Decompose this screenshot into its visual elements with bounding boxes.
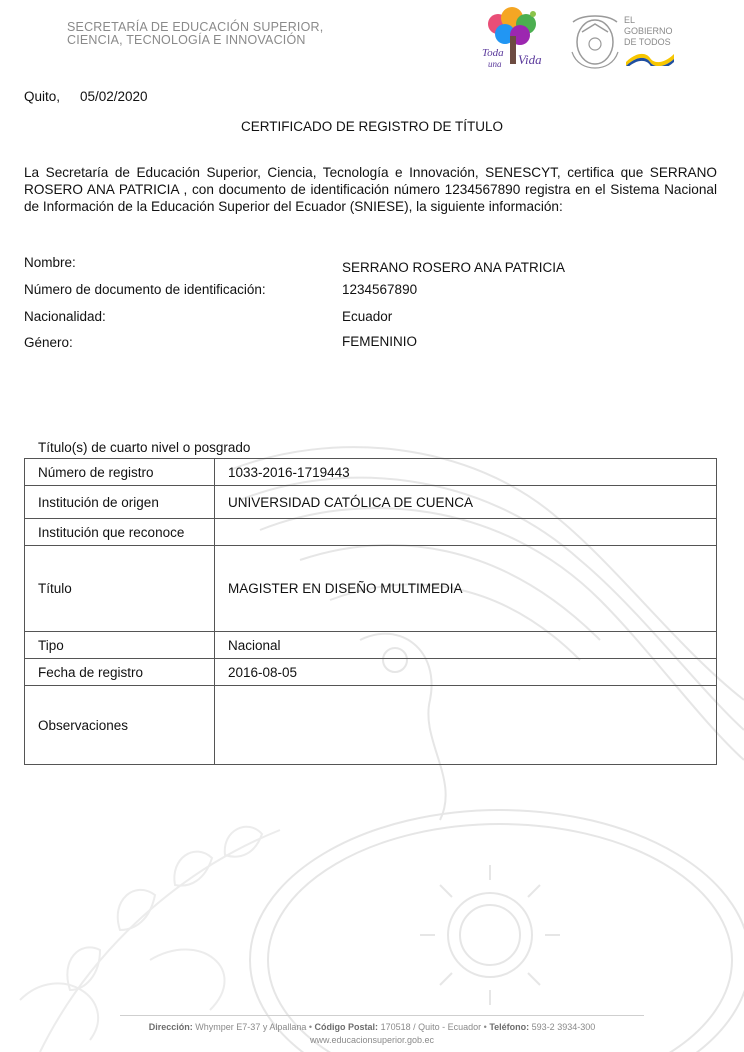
ministry-name-line2: CIENCIA, TECNOLOGÍA E INNOVACIÓN — [67, 33, 306, 47]
footer-website[interactable]: www.educacionsuperior.gob.ec — [309, 1035, 435, 1045]
postal-label: Código Postal: — [314, 1022, 379, 1032]
gobierno-de-todos-text — [624, 15, 673, 48]
table-row — [25, 632, 717, 659]
titles-table — [24, 458, 717, 765]
row-label-origin-institution: Institución de origen — [25, 486, 215, 519]
row-value-registration-number: 1033-2016-1719443 — [215, 459, 717, 486]
row-label-recognizing-institution: Institución que reconoce — [25, 519, 215, 546]
gov-line1: EL — [624, 15, 636, 25]
gender-value: FEMENINIO — [342, 334, 418, 349]
document-title: CERTIFICADO DE REGISTRO DE TÍTULO — [240, 119, 504, 134]
table-row — [25, 659, 717, 686]
table-row — [25, 546, 717, 632]
intro-paragraph: La Secretaría de Educación Superior, Ciencia, Tecnología e Innovación, SENESCYT, certifica que SERRANO ROSERO ANA PATRICIA , con documento de identificación número 1234567890 registra en el Sistema Nacional de Información de la Educación Superior del Ecuador (SNIESE), la siguiente información: — [24, 165, 717, 214]
name-value: SERRANO ROSERO ANA PATRICIA — [342, 260, 566, 275]
postal-value: 170518 / Quito - Ecuador — [380, 1022, 482, 1032]
footer-contact — [0, 1022, 744, 1032]
row-label-observations: Observaciones — [25, 686, 215, 765]
gov-line3: DE TODOS — [624, 37, 671, 47]
address-label: Dirección: — [148, 1022, 193, 1032]
toda-una-vida-logo — [478, 6, 546, 70]
phone-label: Teléfono: — [489, 1022, 530, 1032]
nationality-value: Ecuador — [342, 309, 393, 324]
issue-date: 05/02/2020 — [80, 89, 148, 104]
row-value-registration-date: 2016-08-05 — [215, 659, 717, 686]
ministry-name-line1: SECRETARÍA DE EDUCACIÓN SUPERIOR, — [67, 20, 324, 34]
ministry-name — [67, 21, 323, 47]
name-label: Nombre: — [24, 255, 76, 270]
flag-stripe-icon — [626, 52, 674, 66]
table-row — [25, 686, 717, 765]
row-label-registration-date: Fecha de registro — [25, 659, 215, 686]
place-label: Quito, — [24, 89, 61, 104]
row-label-registration-number: Número de registro — [25, 459, 215, 486]
row-label-type: Tipo — [25, 632, 215, 659]
gender-label: Género: — [24, 335, 73, 350]
phone-value: 593-2 3934-300 — [531, 1022, 596, 1032]
id-value: 1234567890 — [342, 282, 418, 297]
row-value-recognizing-institution — [215, 519, 717, 546]
nationality-label: Nacionalidad: — [24, 309, 106, 324]
gov-line2: GOBIERNO — [624, 26, 673, 36]
logo-text-toda: Toda — [482, 47, 504, 59]
ecuador-shield-icon — [568, 12, 622, 70]
id-label: Número de documento de identificación: — [24, 282, 266, 297]
row-value-type: Nacional — [215, 632, 717, 659]
table-row — [25, 486, 717, 519]
bullet-separator: • — [308, 1022, 313, 1032]
address-value: Whymper E7-37 y Alpallana — [195, 1022, 307, 1032]
row-label-title: Título — [25, 546, 215, 632]
svg-text:Vida: Vida — [518, 52, 542, 67]
row-value-origin-institution: UNIVERSIDAD CATÓLICA DE CUENCA — [215, 486, 717, 519]
table-row — [25, 519, 717, 546]
footer-divider — [120, 1015, 644, 1016]
bullet-separator: • — [483, 1022, 487, 1032]
row-value-title: MAGISTER EN DISEÑO MULTIMEDIA — [215, 546, 717, 632]
titles-section-heading: Título(s) de cuarto nivel o posgrado — [38, 440, 251, 455]
svg-text:una: una — [488, 59, 502, 69]
table-row — [25, 459, 717, 486]
row-value-observations — [215, 686, 717, 765]
